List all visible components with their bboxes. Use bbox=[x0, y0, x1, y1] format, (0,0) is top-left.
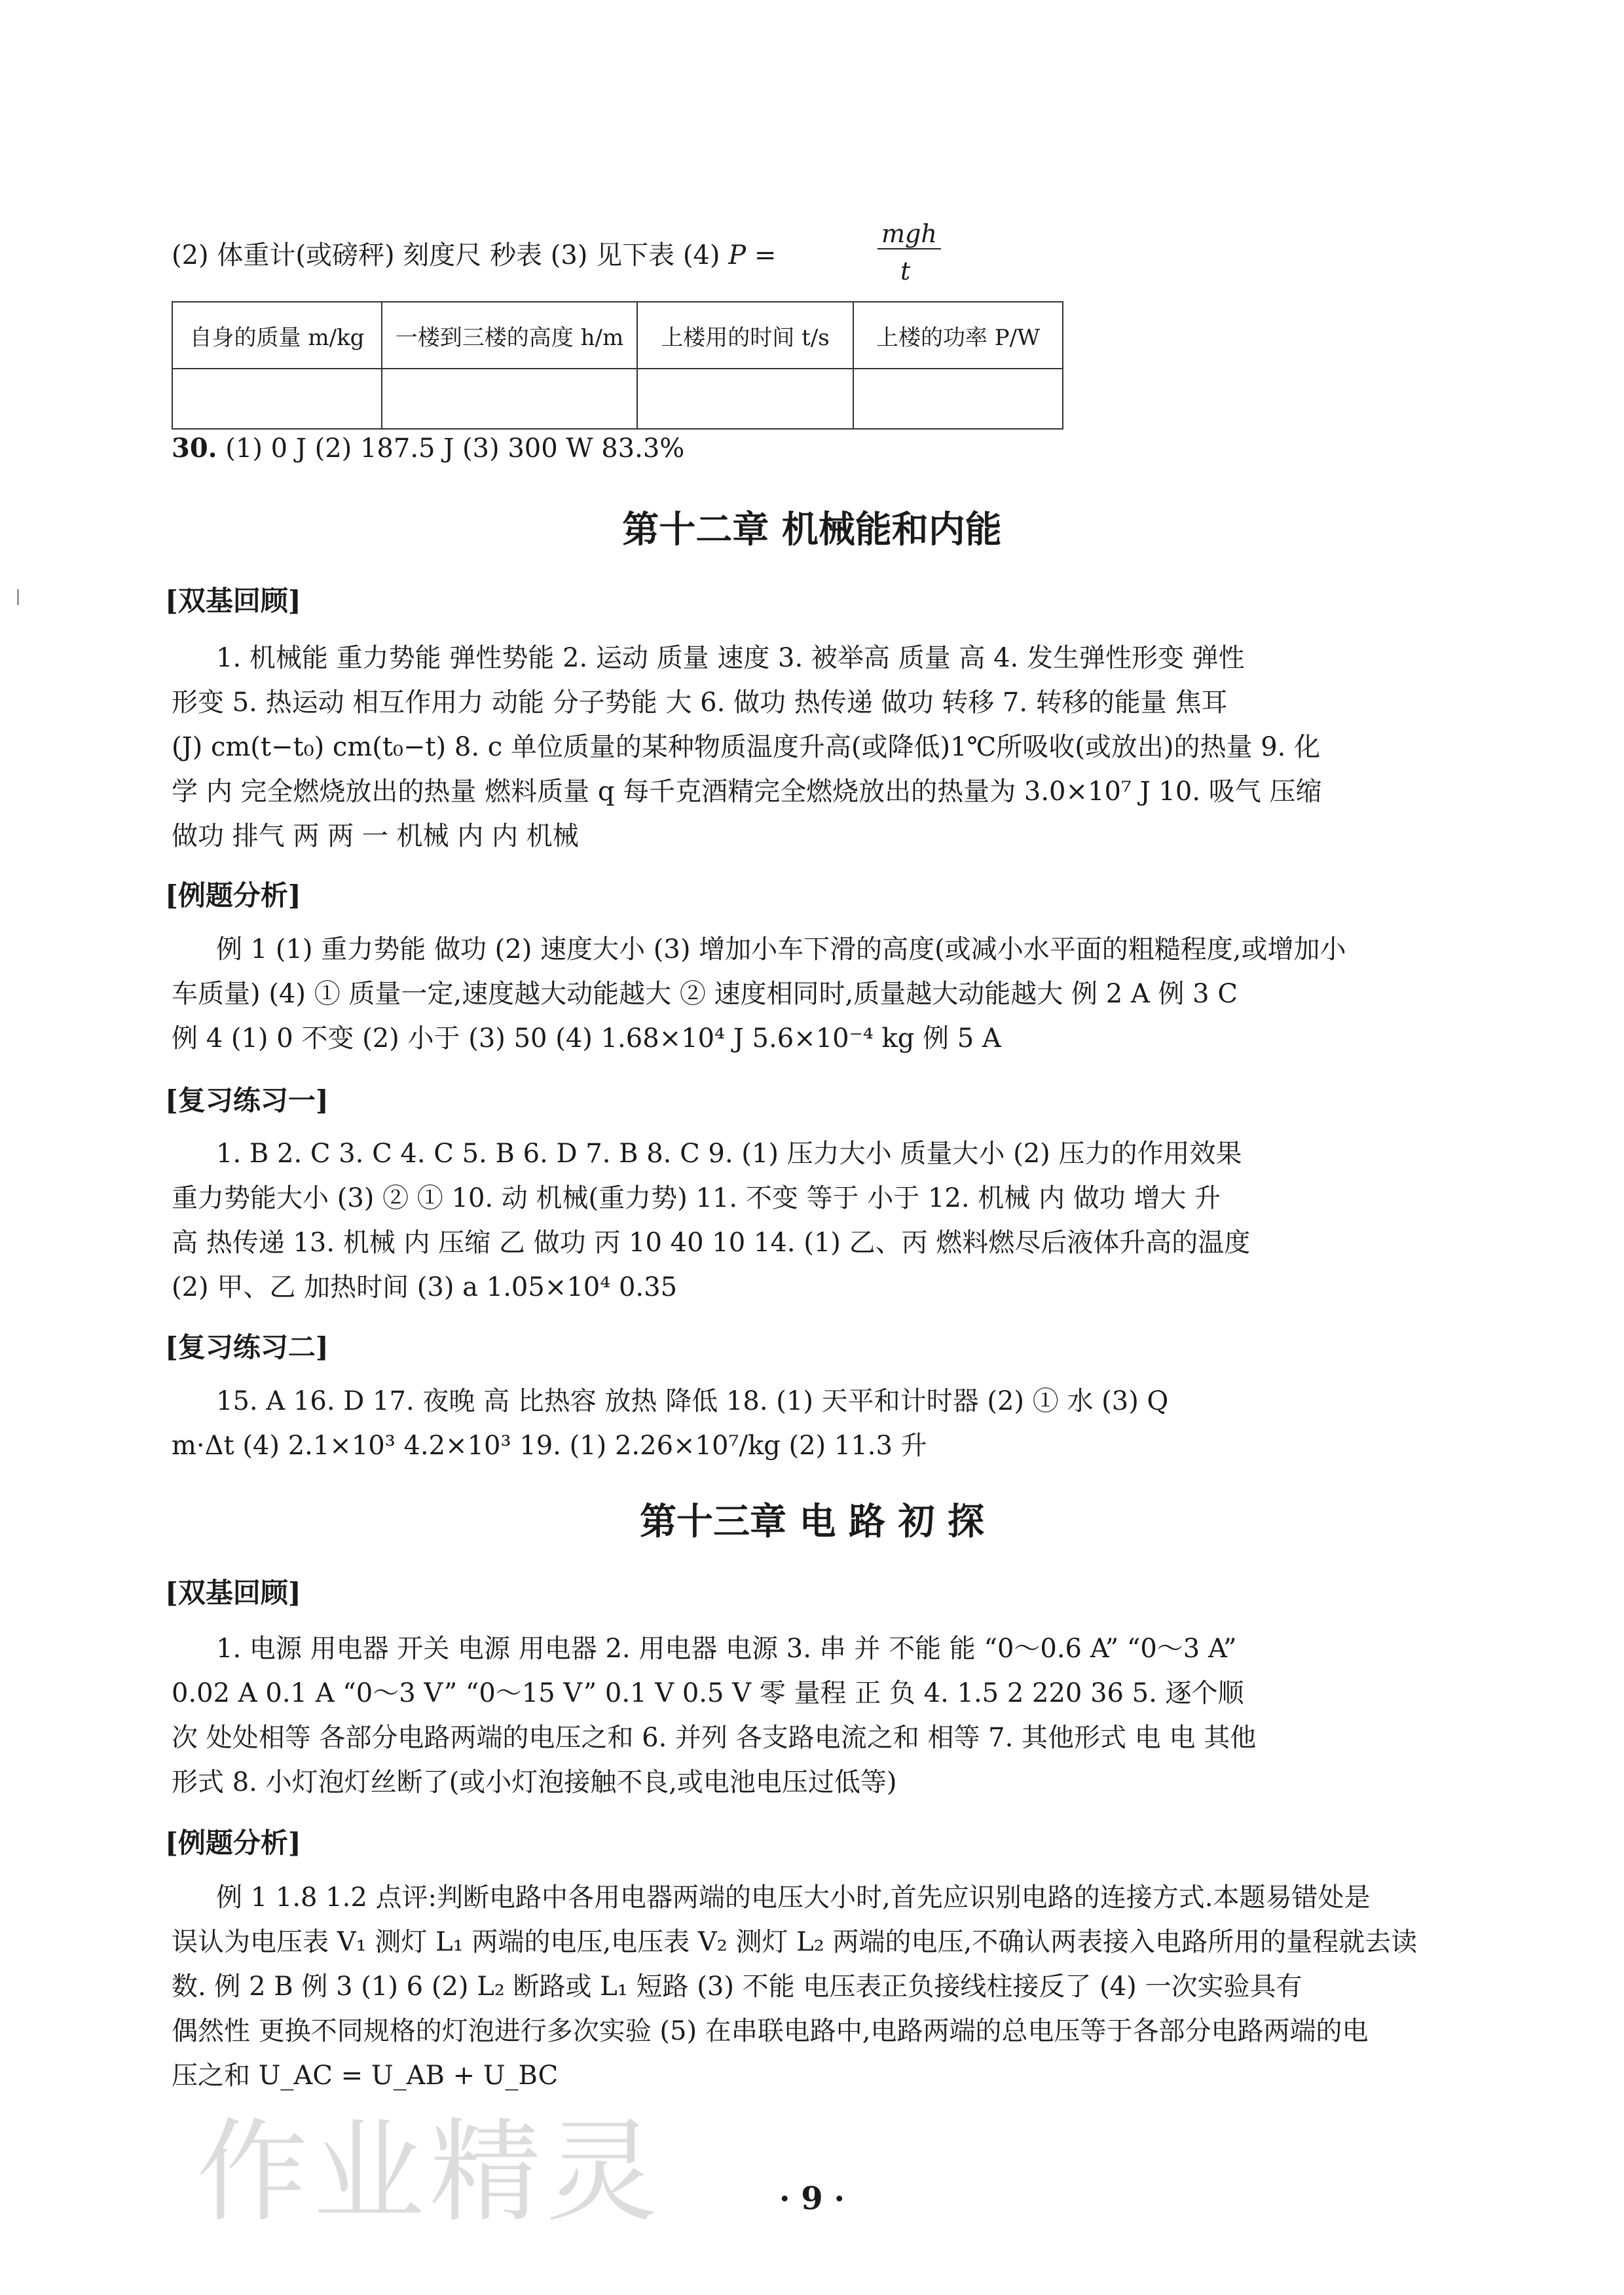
answer-line: 偶然性 更换不同规格的灯泡进行多次实验 (5) 在串联电路中,电路两端的总电压等于各部分电路两端的电 bbox=[172, 2016, 1369, 2046]
table-header-cell: 自身的质量 m/kg bbox=[172, 302, 382, 369]
answer-line: 15. A 16. D 17. 夜晚 高 比热容 放热 降低 18. (1) 天平和计时器 (2) ① 水 (3) Q bbox=[216, 1386, 1169, 1416]
answer-line: m·Δt (4) 2.1×10³ 4.2×10³ 19. (1) 2.26×10⁷/kg (2) 11.3 升 bbox=[172, 1431, 927, 1461]
answer-line: 数. 例 2 B 例 3 (1) 6 (2) L₂ 断路或 L₁ 短路 (3) 不能 电压表正负接线柱接反了 (4) 一次实验具有 bbox=[172, 1972, 1302, 2002]
answer-line: 0.02 A 0.1 A “0～3 V” “0～15 V” 0.1 V 0.5 V 零 量程 正 负 4. 1.5 2 220 36 5. 逐个顺 bbox=[172, 1678, 1244, 1708]
formula-lhs: P = bbox=[728, 240, 777, 270]
answer-line: 例 4 (1) 0 不变 (2) 小于 (3) 50 (4) 1.68×10⁴ J 5.6×10⁻⁴ kg 例 5 A bbox=[172, 1023, 1001, 1054]
section-heading: [双基回顾] bbox=[165, 585, 301, 617]
section-heading: [复习练习二] bbox=[165, 1331, 329, 1363]
answer-line: 误认为电压表 V₁ 测灯 L₁ 两端的电压,电压表 V₂ 测灯 L₂ 两端的电压,不确认两表接入电路所用的量程就去读 bbox=[172, 1927, 1418, 1957]
answer-text: (2) 体重计(或磅秤) 刻度尺 秒表 (3) 见下表 (4) bbox=[172, 240, 720, 270]
table-cell bbox=[637, 369, 853, 429]
table-header-cell: 上楼用的时间 t/s bbox=[637, 302, 853, 369]
answer-line-q29 bbox=[172, 242, 1449, 268]
table-header-row bbox=[172, 302, 1063, 369]
watermark: 作业精灵 bbox=[196, 2108, 663, 2237]
chapter-title: 第十二章 机械能和内能 bbox=[622, 508, 1002, 551]
answer-line: 学 内 完全燃烧放出的热量 燃料质量 q 每千克酒精完全燃烧放出的热量为 3.0×10⁷ J 10. 吸气 压缩 bbox=[172, 777, 1322, 807]
table-cell bbox=[172, 369, 382, 429]
answer-line: 1. 机械能 重力势能 弹性势能 2. 运动 质量 速度 3. 被举高 质量 高 4. 发生弹性形变 弹性 bbox=[216, 643, 1245, 673]
answer-line-q30 bbox=[172, 435, 1449, 462]
section-heading: [双基回顾] bbox=[165, 1577, 301, 1609]
page-number: · 9 · bbox=[779, 2180, 845, 2217]
answer-line: (J) cm(t−t₀) cm(t₀−t) 8. c 单位质量的某种物质温度升高(或降低)1℃所吸收(或放出)的热量 9. 化 bbox=[172, 732, 1321, 762]
formula-numerator: mgh bbox=[877, 219, 941, 249]
answer-line: 1. B 2. C 3. C 4. C 5. B 6. D 7. B 8. C 9. (1) 压力大小 质量大小 (2) 压力的作用效果 bbox=[216, 1139, 1242, 1169]
answer-line: 形变 5. 热运动 相互作用力 动能 分子势能 大 6. 做功 热传递 做功 转移 7. 转移的能量 焦耳 bbox=[172, 688, 1228, 718]
table-cell bbox=[853, 369, 1063, 429]
scan-edge-mark bbox=[17, 589, 19, 605]
chapter-title: 第十三章 电 路 初 探 bbox=[640, 1500, 984, 1543]
data-table bbox=[172, 301, 1063, 430]
answer-line: 次 处处相等 各部分电路两端的电压之和 6. 并列 各支路电流之和 相等 7. 其他形式 电 电 其他 bbox=[172, 1723, 1257, 1753]
answer-text: (1) 0 J (2) 187.5 J (3) 300 W 83.3% bbox=[217, 433, 685, 464]
section-heading: [例题分析] bbox=[165, 879, 301, 911]
answer-line: (2) 甲、乙 加热时间 (3) a 1.05×10⁴ 0.35 bbox=[172, 1272, 678, 1302]
formula-denominator: t bbox=[900, 257, 911, 285]
section-heading: [复习练习一] bbox=[165, 1084, 329, 1116]
answer-line: 重力势能大小 (3) ② ① 10. 动 机械(重力势) 11. 不变 等于 小于 12. 机械 内 做功 增大 升 bbox=[172, 1183, 1221, 1213]
answer-line: 做功 排气 两 两 一 机械 内 内 机械 bbox=[172, 821, 579, 851]
table-row bbox=[172, 369, 1063, 429]
section-heading: [例题分析] bbox=[165, 1827, 301, 1859]
answer-line: 例 1 1.8 1.2 点评:判断电路中各用电器两端的电压大小时,首先应识别电路的连接方式.本题易错处是 bbox=[216, 1882, 1371, 1913]
answer-line: 例 1 (1) 重力势能 做功 (2) 速度大小 (3) 增加小车下滑的高度(或减小水平面的粗糙程度,或增加小 bbox=[216, 934, 1346, 964]
answer-line: 高 热传递 13. 机械 内 压缩 乙 做功 丙 10 40 10 14. (1) 乙、丙 燃料燃尽后液体升高的温度 bbox=[172, 1228, 1251, 1258]
table-header-cell: 一楼到三楼的高度 h/m bbox=[382, 302, 637, 369]
answer-line: 形式 8. 小灯泡灯丝断了(或小灯泡接触不良,或电池电压过低等) bbox=[172, 1767, 897, 1797]
answer-line: 车质量) (4) ① 质量一定,速度越大动能越大 ② 速度相同时,质量越大动能越大 例 2 A 例 3 C bbox=[172, 979, 1238, 1009]
table-cell bbox=[382, 369, 637, 429]
answer-line: 压之和 U_AC = U_AB + U_BC bbox=[172, 2061, 559, 2091]
answer-line: 1. 电源 用电器 开关 电源 用电器 2. 用电器 电源 3. 串 并 不能 能 “0～0.6 A” “0～3 A” bbox=[216, 1634, 1237, 1664]
table-header-cell: 上楼的功率 P/W bbox=[853, 302, 1063, 369]
question-number: 30. bbox=[172, 433, 217, 464]
